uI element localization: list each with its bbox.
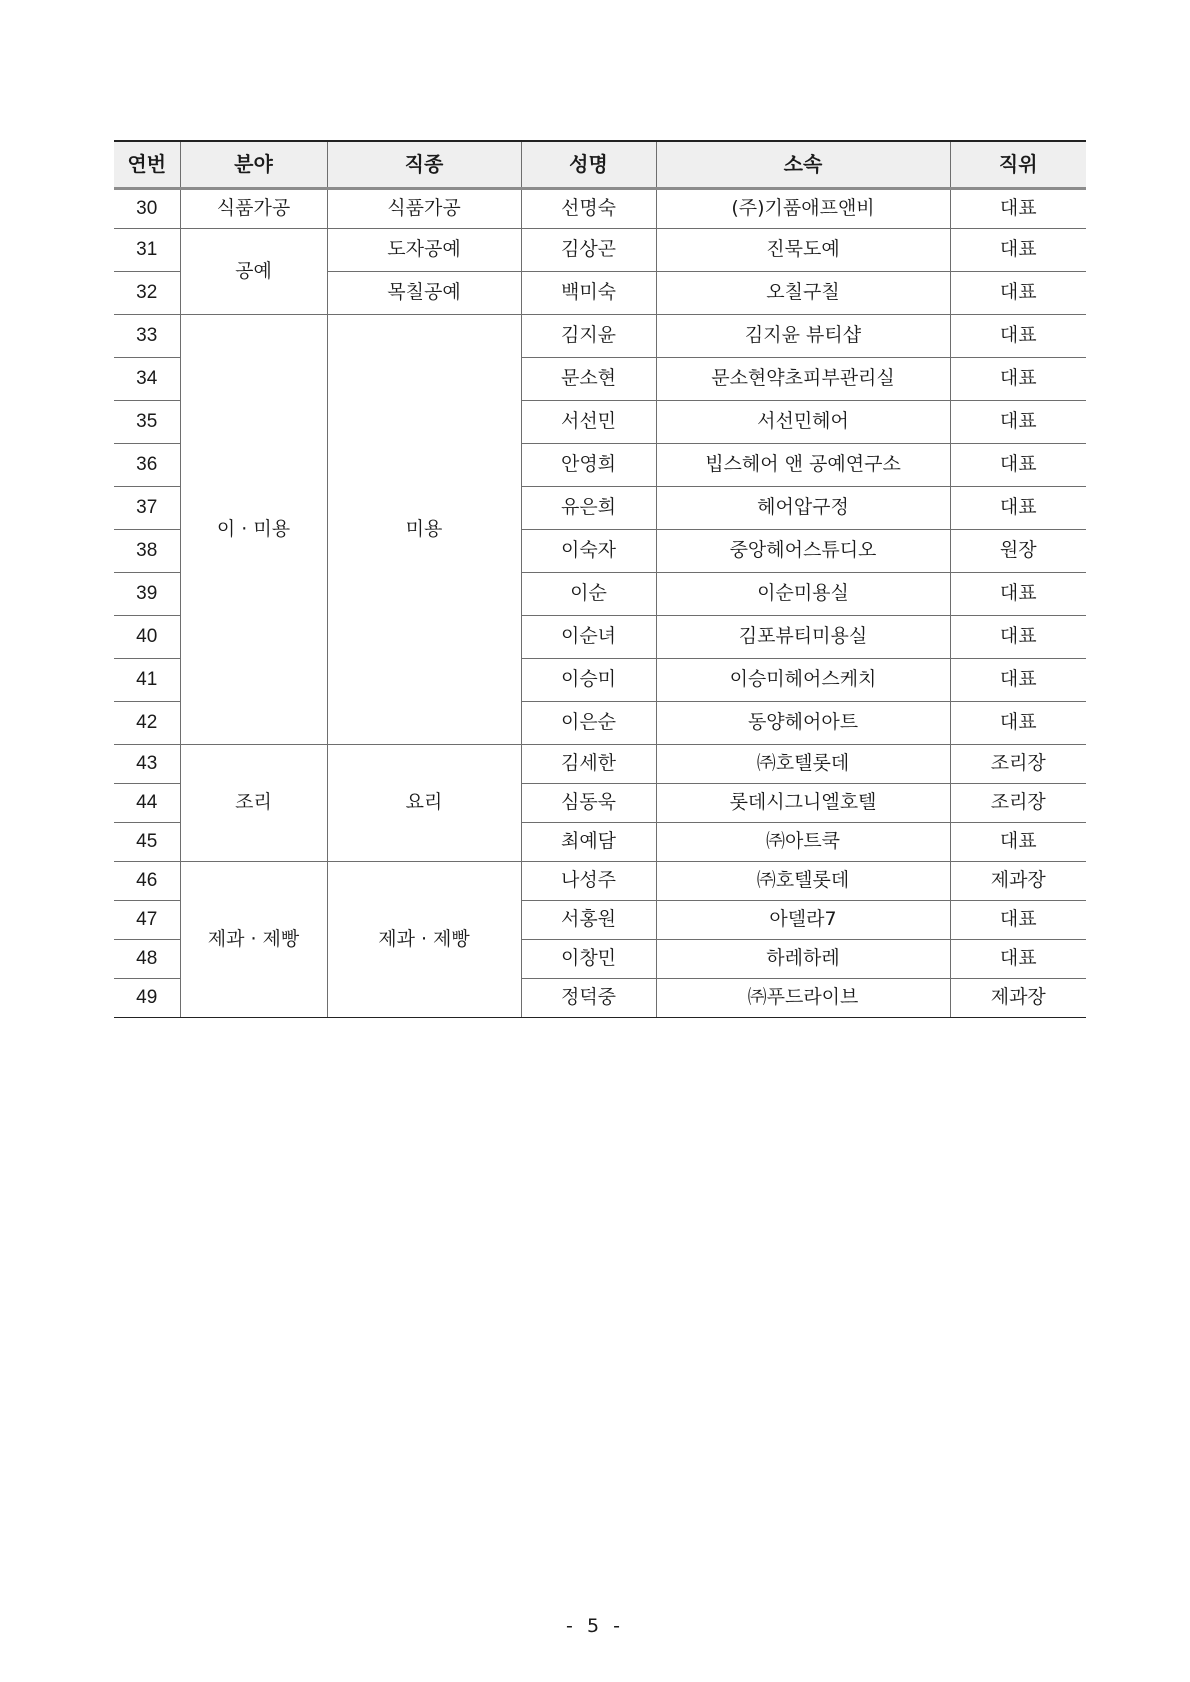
cell-affiliation: 오칠구칠 [656,272,950,315]
cell-affiliation: 이순미용실 [656,573,950,616]
header-position: 직위 [950,141,1086,189]
cell-no: 41 [114,659,180,702]
cell-affiliation: (주)기품애프앤비 [656,189,950,229]
cell-job: 식품가공 [327,189,521,229]
cell-affiliation: ㈜호텔롯데 [656,745,950,784]
cell-job: 제과 · 제빵 [327,862,521,1018]
cell-position: 대표 [950,616,1086,659]
cell-position: 조리장 [950,784,1086,823]
cell-no: 39 [114,573,180,616]
cell-position: 대표 [950,401,1086,444]
cell-field: 이 · 미용 [180,315,327,745]
cell-no: 47 [114,901,180,940]
table-row [114,745,1086,784]
cell-no: 44 [114,784,180,823]
cell-name: 이은순 [521,702,656,745]
cell-no: 33 [114,315,180,358]
cell-position: 대표 [950,823,1086,862]
cell-no: 40 [114,616,180,659]
cell-no: 32 [114,272,180,315]
cell-affiliation: 문소현약초피부관리실 [656,358,950,401]
cell-name: 김지윤 [521,315,656,358]
header-affiliation: 소속 [656,141,950,189]
cell-name: 이순 [521,573,656,616]
cell-position: 대표 [950,358,1086,401]
cell-job: 미용 [327,315,521,745]
cell-no: 48 [114,940,180,979]
cell-no: 43 [114,745,180,784]
cell-affiliation: 빕스헤어 앤 공예연구소 [656,444,950,487]
cell-affiliation: ㈜푸드라이브 [656,979,950,1018]
header-field: 분야 [180,141,327,189]
header-no: 연번 [114,141,180,189]
cell-name: 안영희 [521,444,656,487]
roster-table [114,140,1086,1018]
table-row [114,189,1086,229]
cell-position: 대표 [950,940,1086,979]
cell-position: 대표 [950,573,1086,616]
cell-affiliation: 동양헤어아트 [656,702,950,745]
cell-position: 대표 [950,659,1086,702]
cell-name: 김상곤 [521,229,656,272]
cell-position: 원장 [950,530,1086,573]
cell-no: 31 [114,229,180,272]
cell-affiliation: 하레하레 [656,940,950,979]
cell-affiliation: ㈜호텔롯데 [656,862,950,901]
cell-position: 대표 [950,487,1086,530]
cell-affiliation: ㈜아트쿡 [656,823,950,862]
cell-name: 서선민 [521,401,656,444]
cell-name: 문소현 [521,358,656,401]
cell-name: 정덕중 [521,979,656,1018]
cell-position: 대표 [950,229,1086,272]
cell-name: 유은희 [521,487,656,530]
table-row [114,862,1086,901]
header-name: 성명 [521,141,656,189]
cell-no: 37 [114,487,180,530]
cell-affiliation: 아델라7 [656,901,950,940]
header-job: 직종 [327,141,521,189]
cell-position: 조리장 [950,745,1086,784]
cell-name: 나성주 [521,862,656,901]
cell-affiliation: 헤어압구정 [656,487,950,530]
cell-name: 이숙자 [521,530,656,573]
cell-no: 49 [114,979,180,1018]
cell-affiliation: 서선민헤어 [656,401,950,444]
cell-field: 조리 [180,745,327,862]
cell-name: 백미숙 [521,272,656,315]
cell-no: 42 [114,702,180,745]
cell-name: 김세한 [521,745,656,784]
cell-position: 대표 [950,315,1086,358]
cell-field: 식품가공 [180,189,327,229]
cell-no: 30 [114,189,180,229]
cell-job: 도자공예 [327,229,521,272]
cell-affiliation: 롯데시그니엘호텔 [656,784,950,823]
cell-position: 대표 [950,702,1086,745]
header-row [114,141,1086,189]
cell-position: 제과장 [950,862,1086,901]
cell-job: 목칠공예 [327,272,521,315]
cell-position: 대표 [950,272,1086,315]
cell-name: 이창민 [521,940,656,979]
cell-no: 34 [114,358,180,401]
cell-name: 최예담 [521,823,656,862]
cell-field: 공예 [180,229,327,315]
cell-job: 요리 [327,745,521,862]
cell-name: 선명숙 [521,189,656,229]
cell-position: 대표 [950,444,1086,487]
cell-field: 제과 · 제빵 [180,862,327,1018]
cell-name: 심동욱 [521,784,656,823]
cell-no: 46 [114,862,180,901]
cell-position: 대표 [950,901,1086,940]
cell-no: 45 [114,823,180,862]
table-row [114,315,1086,358]
cell-affiliation: 김포뷰티미용실 [656,616,950,659]
cell-position: 제과장 [950,979,1086,1018]
page-number: - 5 - [566,1615,624,1637]
cell-affiliation: 중앙헤어스튜디오 [656,530,950,573]
cell-affiliation: 이승미헤어스케치 [656,659,950,702]
cell-affiliation: 진묵도예 [656,229,950,272]
cell-position: 대표 [950,189,1086,229]
cell-name: 이순녀 [521,616,656,659]
cell-no: 38 [114,530,180,573]
cell-no: 36 [114,444,180,487]
cell-name: 이승미 [521,659,656,702]
cell-affiliation: 김지윤 뷰티샵 [656,315,950,358]
table-row [114,229,1086,272]
cell-no: 35 [114,401,180,444]
cell-name: 서홍원 [521,901,656,940]
